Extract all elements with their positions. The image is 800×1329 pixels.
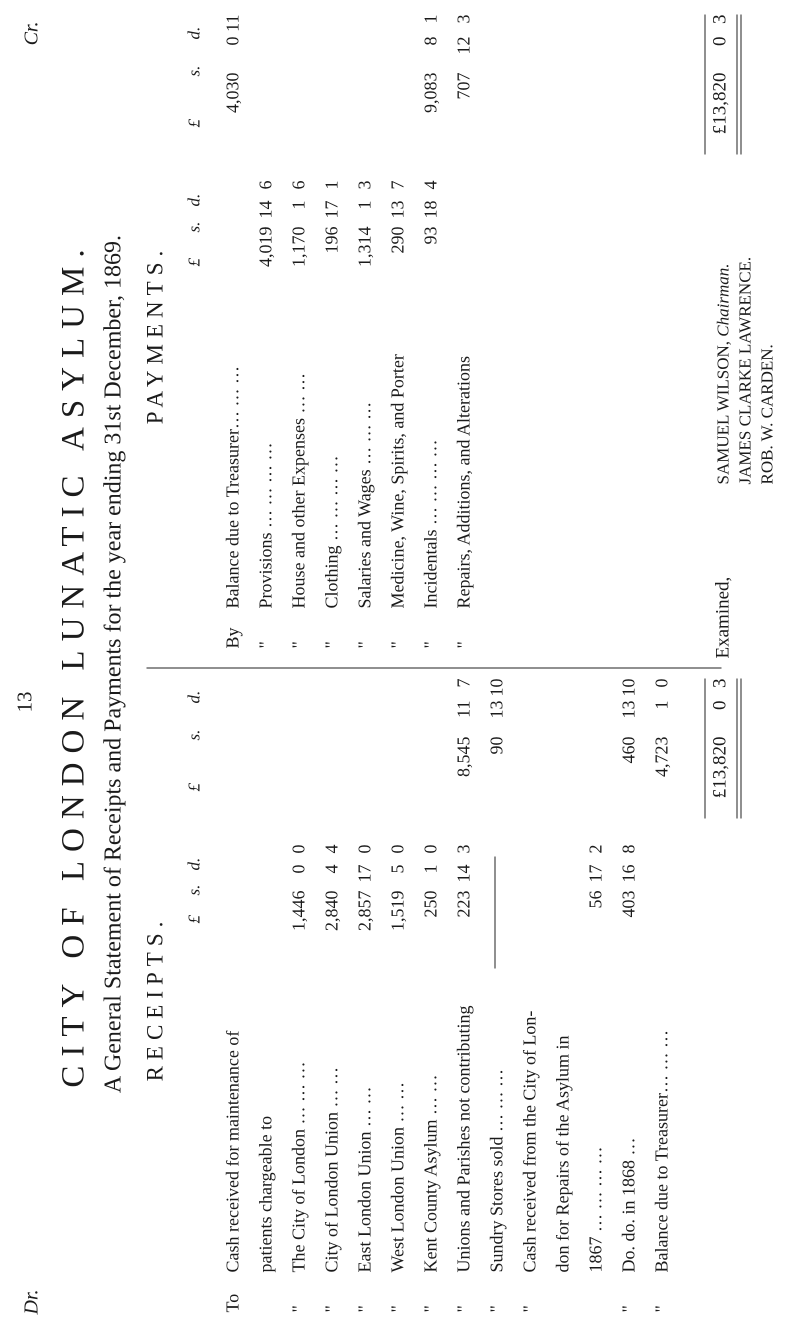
receipts-sub-shillings: 0 <box>288 864 309 874</box>
receipts-sub-pounds: 2,840 <box>321 890 342 931</box>
signature-1-title: Chairman. <box>713 263 733 337</box>
receipts-total-pence: 10 <box>486 678 507 697</box>
signature-1 <box>713 263 735 484</box>
payments-total-pounds: 9,083 <box>420 72 441 113</box>
payments-row <box>221 5 245 665</box>
receipts-row-label: Sundry Stores sold … … … <box>486 1068 507 1273</box>
receipts-row-prefix: " <box>387 1305 408 1313</box>
receipts-double-rule-2 <box>741 679 742 819</box>
receipts-row-label: City of London Union … … <box>321 1067 342 1273</box>
receipts-row-prefix: " <box>486 1305 507 1313</box>
receipts-heading: RECEIPTS. <box>142 915 168 1082</box>
receipts-row-prefix: " <box>288 1305 309 1313</box>
receipts-subtotal-rule <box>495 857 496 969</box>
debit-mark: Dr. <box>20 1289 43 1315</box>
receipts-total-pounds: 460 <box>618 736 639 764</box>
page-number: 13 <box>12 691 37 713</box>
payments-row <box>419 5 443 665</box>
payments-sub-pence: 3 <box>354 180 375 190</box>
payments-row-prefix: " <box>453 641 474 649</box>
receipts-sub-pence: 0 <box>420 844 441 854</box>
payments-row-label: Provisions … … … … <box>255 442 276 609</box>
receipts-row <box>419 669 443 1329</box>
receipts-row <box>551 669 575 1329</box>
receipts-row <box>353 669 377 1329</box>
receipts-sub-pounds: 223 <box>453 890 474 918</box>
receipts-total-pounds: 8,545 <box>453 736 474 777</box>
receipts-row <box>518 669 542 1329</box>
payments-row-label: Repairs, Additions, and Alterations <box>453 356 474 609</box>
payments-total-pence: 1 <box>420 14 441 24</box>
payments-sub-shillings: 14 <box>255 200 276 219</box>
receipts-total-pence: 10 <box>618 678 639 697</box>
receipts-sub-shillings: 17 <box>354 864 375 883</box>
receipts-shillings-header: s. <box>184 884 204 896</box>
payments-row <box>353 5 377 665</box>
payments-row <box>320 5 344 665</box>
payments-row <box>287 5 311 665</box>
payments-shillings-header: s. <box>184 221 204 233</box>
payments-sub-shillings: 17 <box>321 200 342 219</box>
receipts-total-rule <box>705 679 706 819</box>
receipts-sub-pence: 0 <box>288 844 309 854</box>
receipts-total-shillings-header: s. <box>184 729 204 741</box>
receipts-total-pounds-header: £ <box>184 783 204 792</box>
signature-1-name: SAMUEL WILSON, <box>713 336 733 485</box>
receipts-row <box>452 669 476 1329</box>
receipts-pence-header: d. <box>184 857 204 871</box>
payments-row-prefix: " <box>420 641 441 649</box>
payments-total-shillings: 12 <box>453 36 474 55</box>
receipts-total-pence-header: d. <box>184 690 204 704</box>
payments-total-rule <box>705 15 706 155</box>
receipts-sub-shillings: 5 <box>387 864 408 874</box>
receipts-row-label: West London Union … … <box>387 1081 408 1273</box>
payments-sub-pence: 1 <box>321 180 342 190</box>
payments-total-pounds-header: £ <box>184 119 204 128</box>
receipts-sub-pounds: 250 <box>420 890 441 918</box>
receipts-row-prefix: " <box>354 1305 375 1313</box>
credit-mark: Cr. <box>20 21 43 46</box>
payments-row <box>386 5 410 665</box>
payments-row-prefix: " <box>387 641 408 649</box>
payments-row-label: Incidentals … … … … <box>420 439 441 609</box>
payments-total-pence-header: d. <box>184 26 204 40</box>
receipts-sub-pence: 3 <box>453 844 474 854</box>
receipts-total-shillings: 13 <box>618 700 639 719</box>
payments-double-rule-2 <box>741 15 742 155</box>
receipts-section <box>143 669 793 1329</box>
payments-row-prefix: " <box>255 641 276 649</box>
receipts-sub-shillings: 16 <box>618 864 639 883</box>
receipts-sub-pounds: 1,446 <box>288 890 309 931</box>
payments-row-label: Salaries and Wages … … … <box>354 401 375 609</box>
receipts-row-label: 1867 … … … … <box>585 1146 606 1273</box>
payments-sub-pence: 6 <box>255 180 276 190</box>
payments-total-pounds: 4,030 <box>222 72 243 113</box>
receipts-sub-shillings: 14 <box>453 864 474 883</box>
payments-total-shillings: 0 <box>222 36 243 46</box>
payments-grand-total-shillings: 0 <box>709 36 731 46</box>
payments-sub-pounds: 196 <box>321 226 342 254</box>
payments-row-prefix: " <box>321 641 342 649</box>
receipts-grand-total-pence: 3 <box>709 678 731 688</box>
receipts-total-pence: 7 <box>453 678 474 688</box>
receipts-row-prefix: " <box>618 1305 639 1313</box>
receipts-sub-shillings: 17 <box>585 864 606 883</box>
receipts-sub-pence: 8 <box>618 844 639 854</box>
receipts-row <box>221 669 245 1329</box>
payments-row-prefix: " <box>354 641 375 649</box>
signature-3: ROB. W. CARDEN. <box>757 344 777 485</box>
receipts-row <box>287 669 311 1329</box>
signature-2: JAMES CLARKE LAWRENCE. <box>735 256 755 485</box>
payments-pence-header: d. <box>184 193 204 207</box>
receipts-row-prefix: " <box>453 1305 474 1313</box>
payments-row-label: Medicine, Wine, Spirits, and Porter <box>387 354 408 609</box>
receipts-row-label: patients chargeable to <box>255 1115 276 1273</box>
receipts-row-label: Do. do. in 1868 … <box>618 1137 639 1273</box>
receipts-row-label: Cash received for maintenance of <box>222 1030 243 1273</box>
payments-heading: PAYMENTS. <box>142 244 168 425</box>
payments-row-prefix: " <box>288 641 309 649</box>
receipts-row-prefix: " <box>420 1305 441 1313</box>
receipts-row-label: don for Repairs of the Asylum in <box>552 1035 573 1273</box>
payments-sub-shillings: 13 <box>387 200 408 219</box>
page-subtitle: A General Statement of Receipts and Payments for the year ending 31st December, 1869. <box>100 234 127 1094</box>
payments-total-shillings-header: s. <box>184 65 204 77</box>
receipts-row <box>617 669 641 1329</box>
payments-sub-shillings: 18 <box>420 200 441 219</box>
receipts-row-label: Kent County Asylum … … <box>420 1074 441 1273</box>
receipts-sub-pounds: 1,519 <box>387 890 408 931</box>
payments-sub-shillings: 1 <box>354 200 375 210</box>
receipts-row-prefix: To <box>222 1293 243 1313</box>
payments-double-rule-1 <box>737 15 738 155</box>
receipts-sub-pounds: 56 <box>585 890 606 909</box>
document <box>1 0 800 1329</box>
receipts-row-label: The City of London … … … <box>288 1061 309 1273</box>
receipts-total-pence: 0 <box>651 678 672 688</box>
payments-grand-total-pounds: £13,820 <box>709 72 731 135</box>
receipts-sub-pence: 2 <box>585 844 606 854</box>
receipts-total-shillings: 1 <box>651 700 672 710</box>
receipts-sub-pounds: 2,857 <box>354 890 375 931</box>
examined-label: Examined, <box>712 576 734 659</box>
payments-pounds-header: £ <box>184 258 204 267</box>
receipts-row-label: Cash received from the City of Lon- <box>519 1010 540 1273</box>
payments-sub-pounds: 93 <box>420 226 441 245</box>
payments-sub-pounds: 1,170 <box>288 226 309 267</box>
receipts-row <box>254 669 278 1329</box>
receipts-sub-pence: 4 <box>321 844 342 854</box>
receipts-row <box>485 669 509 1329</box>
receipts-row <box>650 669 674 1329</box>
payments-sub-pence: 6 <box>288 180 309 190</box>
receipts-grand-total-row <box>709 669 733 1329</box>
payments-total-pounds: 707 <box>453 72 474 100</box>
receipts-sub-pence: 0 <box>387 844 408 854</box>
payments-sub-shillings: 1 <box>288 200 309 210</box>
payments-row-label: Balance due to Treasurer… … … <box>222 366 243 609</box>
receipts-row <box>584 669 608 1329</box>
receipts-row-prefix: " <box>651 1305 672 1313</box>
receipts-double-rule-1 <box>737 679 738 819</box>
payments-total-pence: 11 <box>222 14 243 32</box>
receipts-row-label: Balance due to Treasurer… … … <box>651 1030 672 1273</box>
payments-sub-pounds: 290 <box>387 226 408 254</box>
payments-grand-total-pence: 3 <box>709 14 731 24</box>
payments-row-prefix: By <box>222 627 243 649</box>
receipts-row-label: Unions and Parishes not contributing <box>453 1005 474 1273</box>
payments-row-label: Clothing … … … … <box>321 455 342 609</box>
receipts-total-pounds: 90 <box>486 736 507 755</box>
receipts-total-shillings: 11 <box>453 700 474 718</box>
receipts-total-pounds: 4,723 <box>651 736 672 777</box>
payments-total-pence: 3 <box>453 14 474 24</box>
payments-sub-pence: 4 <box>420 180 441 190</box>
receipts-row <box>386 669 410 1329</box>
receipts-grand-total-pounds: £13,820 <box>709 736 731 799</box>
payments-total-shillings: 8 <box>420 36 441 46</box>
receipts-sub-pence: 0 <box>354 844 375 854</box>
column-divider <box>147 668 722 669</box>
receipts-row-prefix: " <box>519 1305 540 1313</box>
receipts-sub-shillings: 4 <box>321 864 342 874</box>
page-title: CITY OF LONDON LUNATIC ASYLUM. <box>55 240 92 1088</box>
payments-row-label: House and other Expenses … … <box>288 373 309 609</box>
receipts-row <box>320 669 344 1329</box>
receipts-row-label: East London Union … … <box>354 1086 375 1273</box>
payments-sub-pounds: 4,019 <box>255 226 276 267</box>
payments-sub-pence: 7 <box>387 180 408 190</box>
payments-section <box>143 5 793 665</box>
receipts-pounds-header: £ <box>184 915 204 924</box>
receipts-sub-pounds: 403 <box>618 890 639 918</box>
receipts-sub-shillings: 1 <box>420 864 441 874</box>
payments-row <box>452 5 476 665</box>
receipts-total-shillings: 13 <box>486 700 507 719</box>
receipts-grand-total-shillings: 0 <box>709 700 731 710</box>
payments-sub-pounds: 1,314 <box>354 226 375 267</box>
receipts-row-prefix: " <box>321 1305 342 1313</box>
payments-row <box>254 5 278 665</box>
